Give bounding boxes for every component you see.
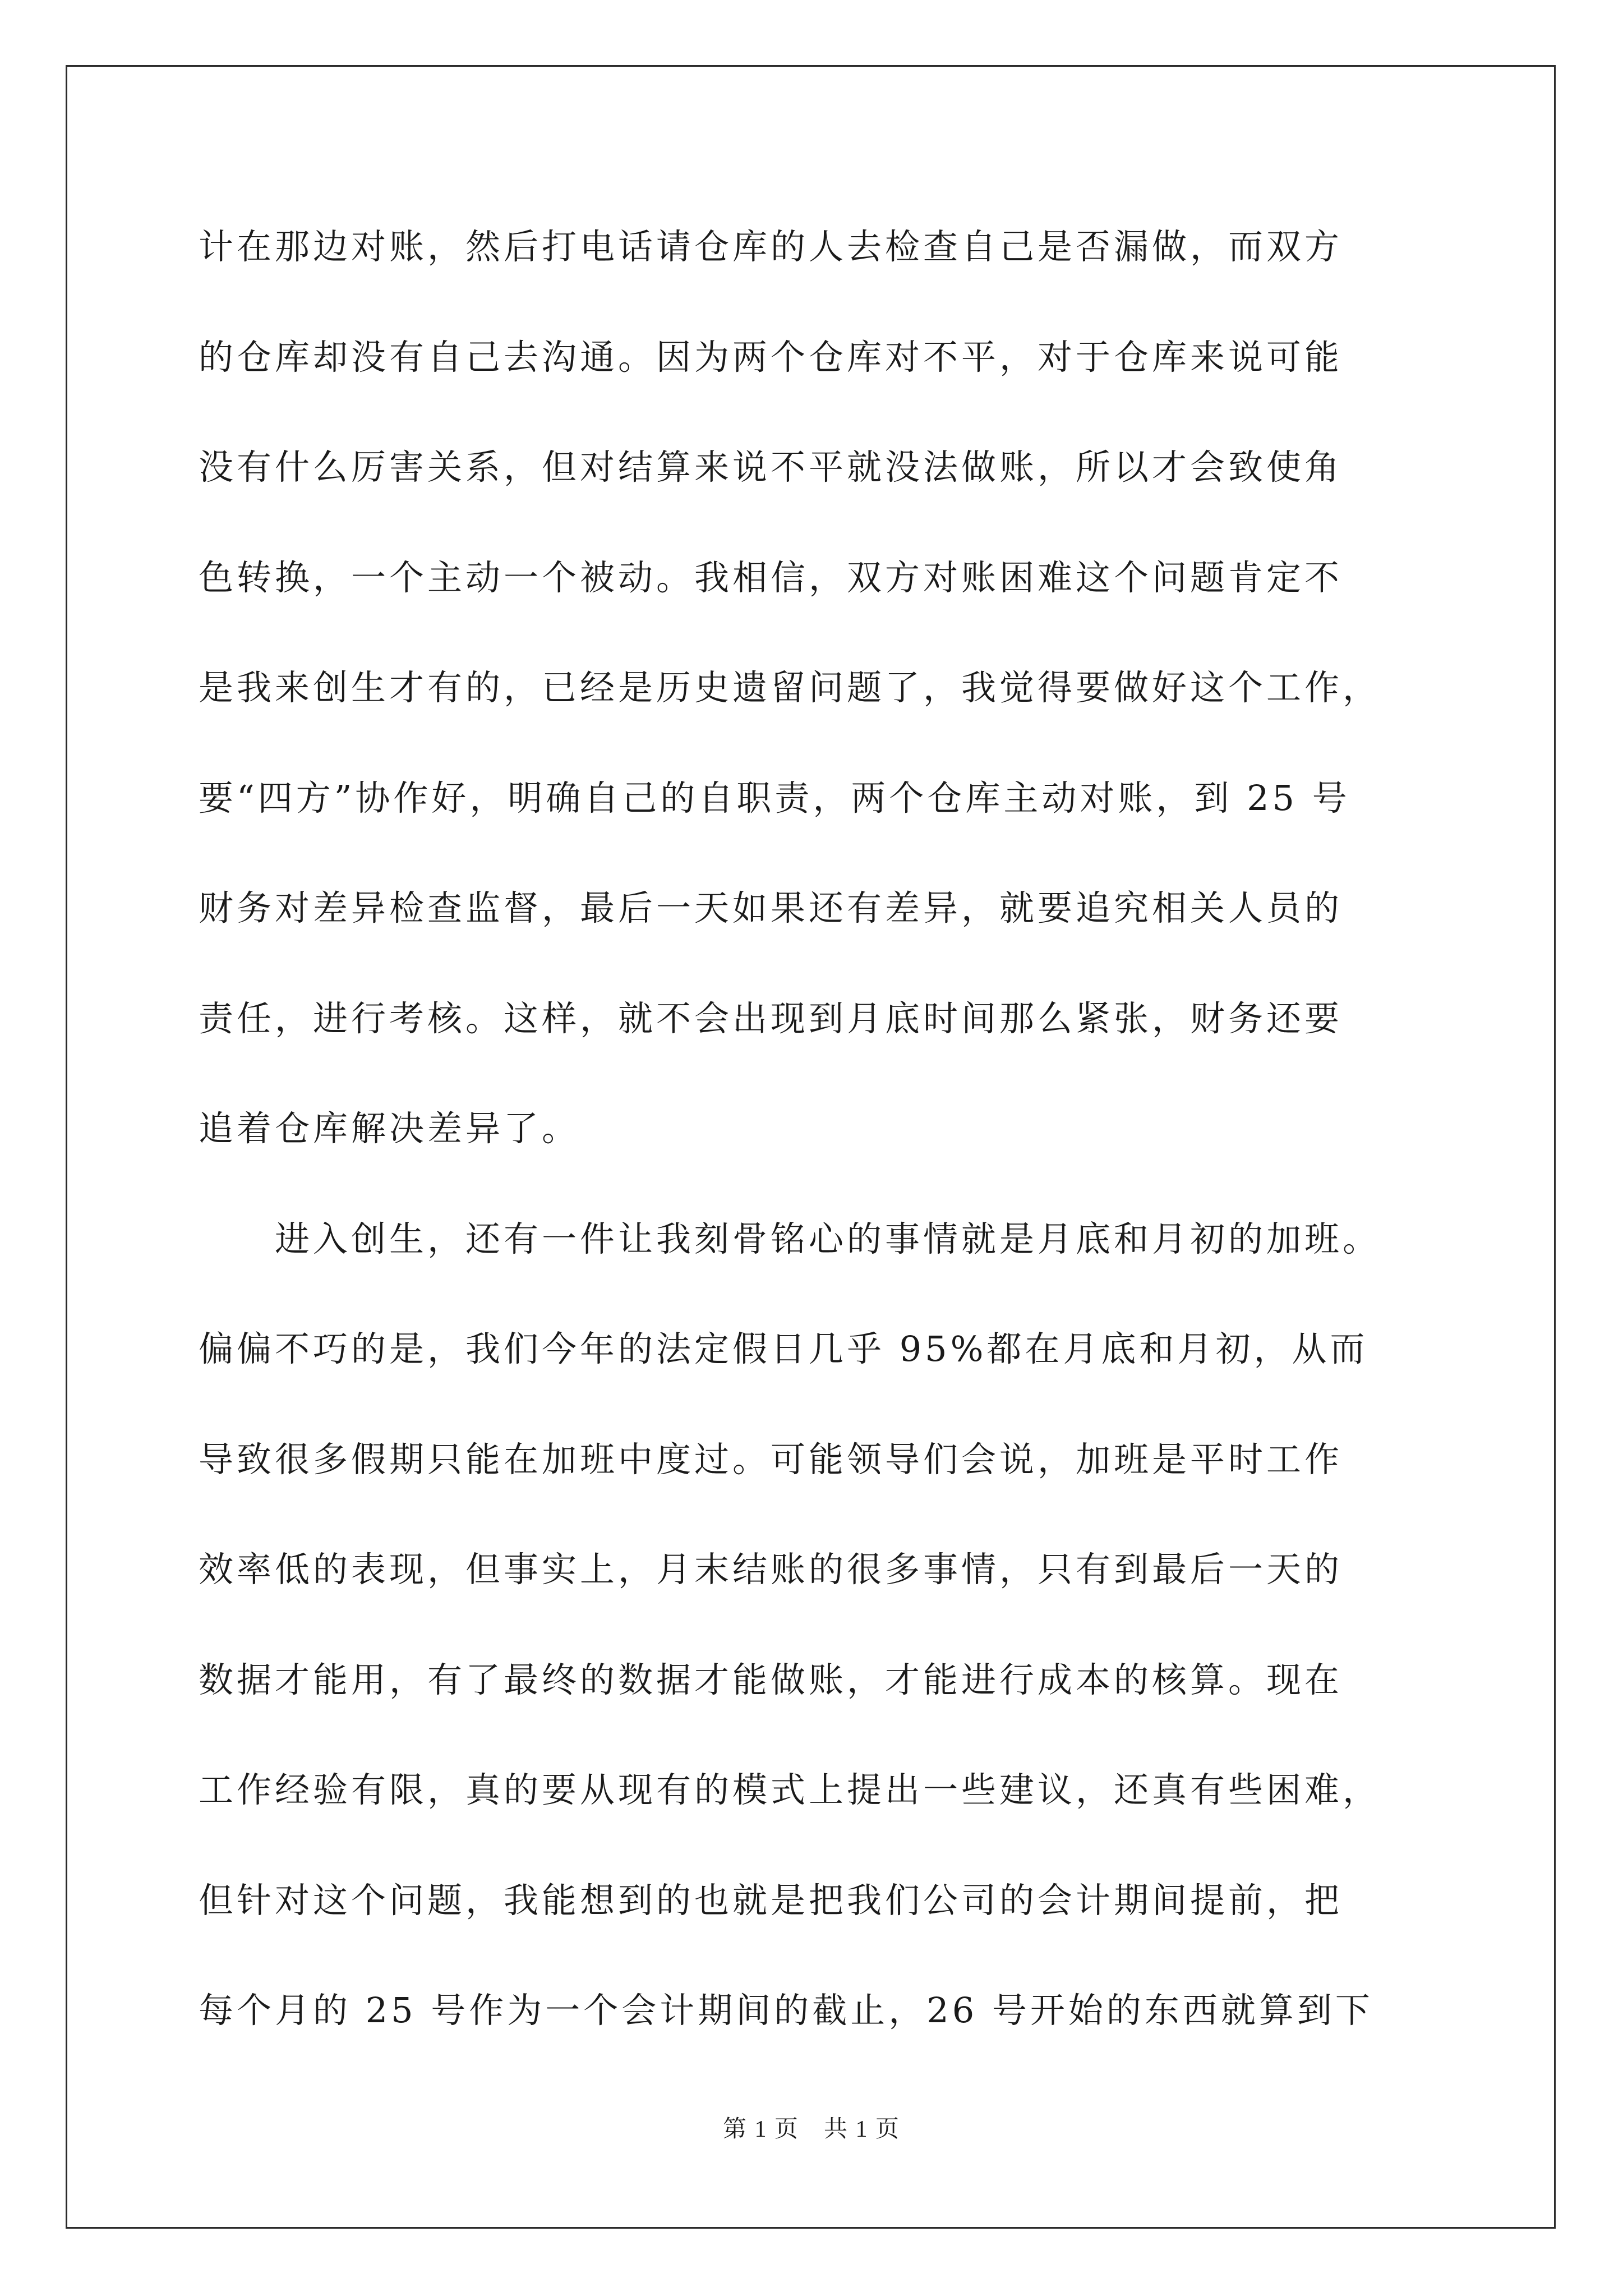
text-line: 追着仓库解决差异了。: [199, 1108, 580, 1149]
text-line: 进入创生，还有一件让我刻骨铭心的事情就是月底和月初的加班。: [199, 1218, 1381, 1259]
text-line: 财务对差异检查监督，最后一天如果还有差异，就要追究相关人员的: [199, 887, 1343, 928]
text-line: 工作经验有限，真的要从现有的模式上提出一些建议，还真有些困难，: [199, 1769, 1381, 1810]
text-line: 导致很多假期只能在加班中度过。可能领导们会说，加班是平时工作: [199, 1438, 1343, 1480]
text-line: 责任，进行考核。这样，就不会出现到月底时间那么紧张，财务还要: [199, 997, 1343, 1039]
text-line: 但针对这个问题，我能想到的也就是把我们公司的会计期间提前，把: [199, 1879, 1343, 1921]
text-line: 效率低的表现，但事实上，月末结账的很多事情，只有到最后一天的: [199, 1549, 1343, 1590]
text-line: 数据才能用，有了最终的数据才能做账，才能进行成本的核算。现在: [199, 1659, 1343, 1700]
text-line: 每个月的 25 号作为一个会计期间的截止，26 号开始的东西就算到下: [199, 1990, 1373, 2031]
page-number-footer: 第 1 页 共 1 页: [722, 2116, 900, 2142]
text-line: 色转换，一个主动一个被动。我相信，双方对账困难这个问题肯定不: [199, 556, 1343, 598]
document-body: [199, 213, 1432, 2087]
text-line: 没有什么厉害关系，但对结算来说不平就没法做账，所以才会致使角: [199, 447, 1343, 487]
text-line: 要“四方”协作好，明确自己的自职责，两个仓库主动对账，到 25 号: [199, 777, 1350, 818]
text-line: 计在那边对账，然后打电话请仓库的人去检查自己是否漏做，而双方: [199, 226, 1343, 267]
text-line: 是我来创生才有的，已经是历史遗留问题了，我觉得要做好这个工作，: [199, 667, 1381, 708]
text-line: 的仓库却没有自己去沟通。因为两个仓库对不平，对于仓库来说可能: [199, 336, 1343, 378]
text-line: 偏偏不巧的是，我们今年的法定假日几乎 95%都在月底和月初，从而: [199, 1328, 1368, 1369]
